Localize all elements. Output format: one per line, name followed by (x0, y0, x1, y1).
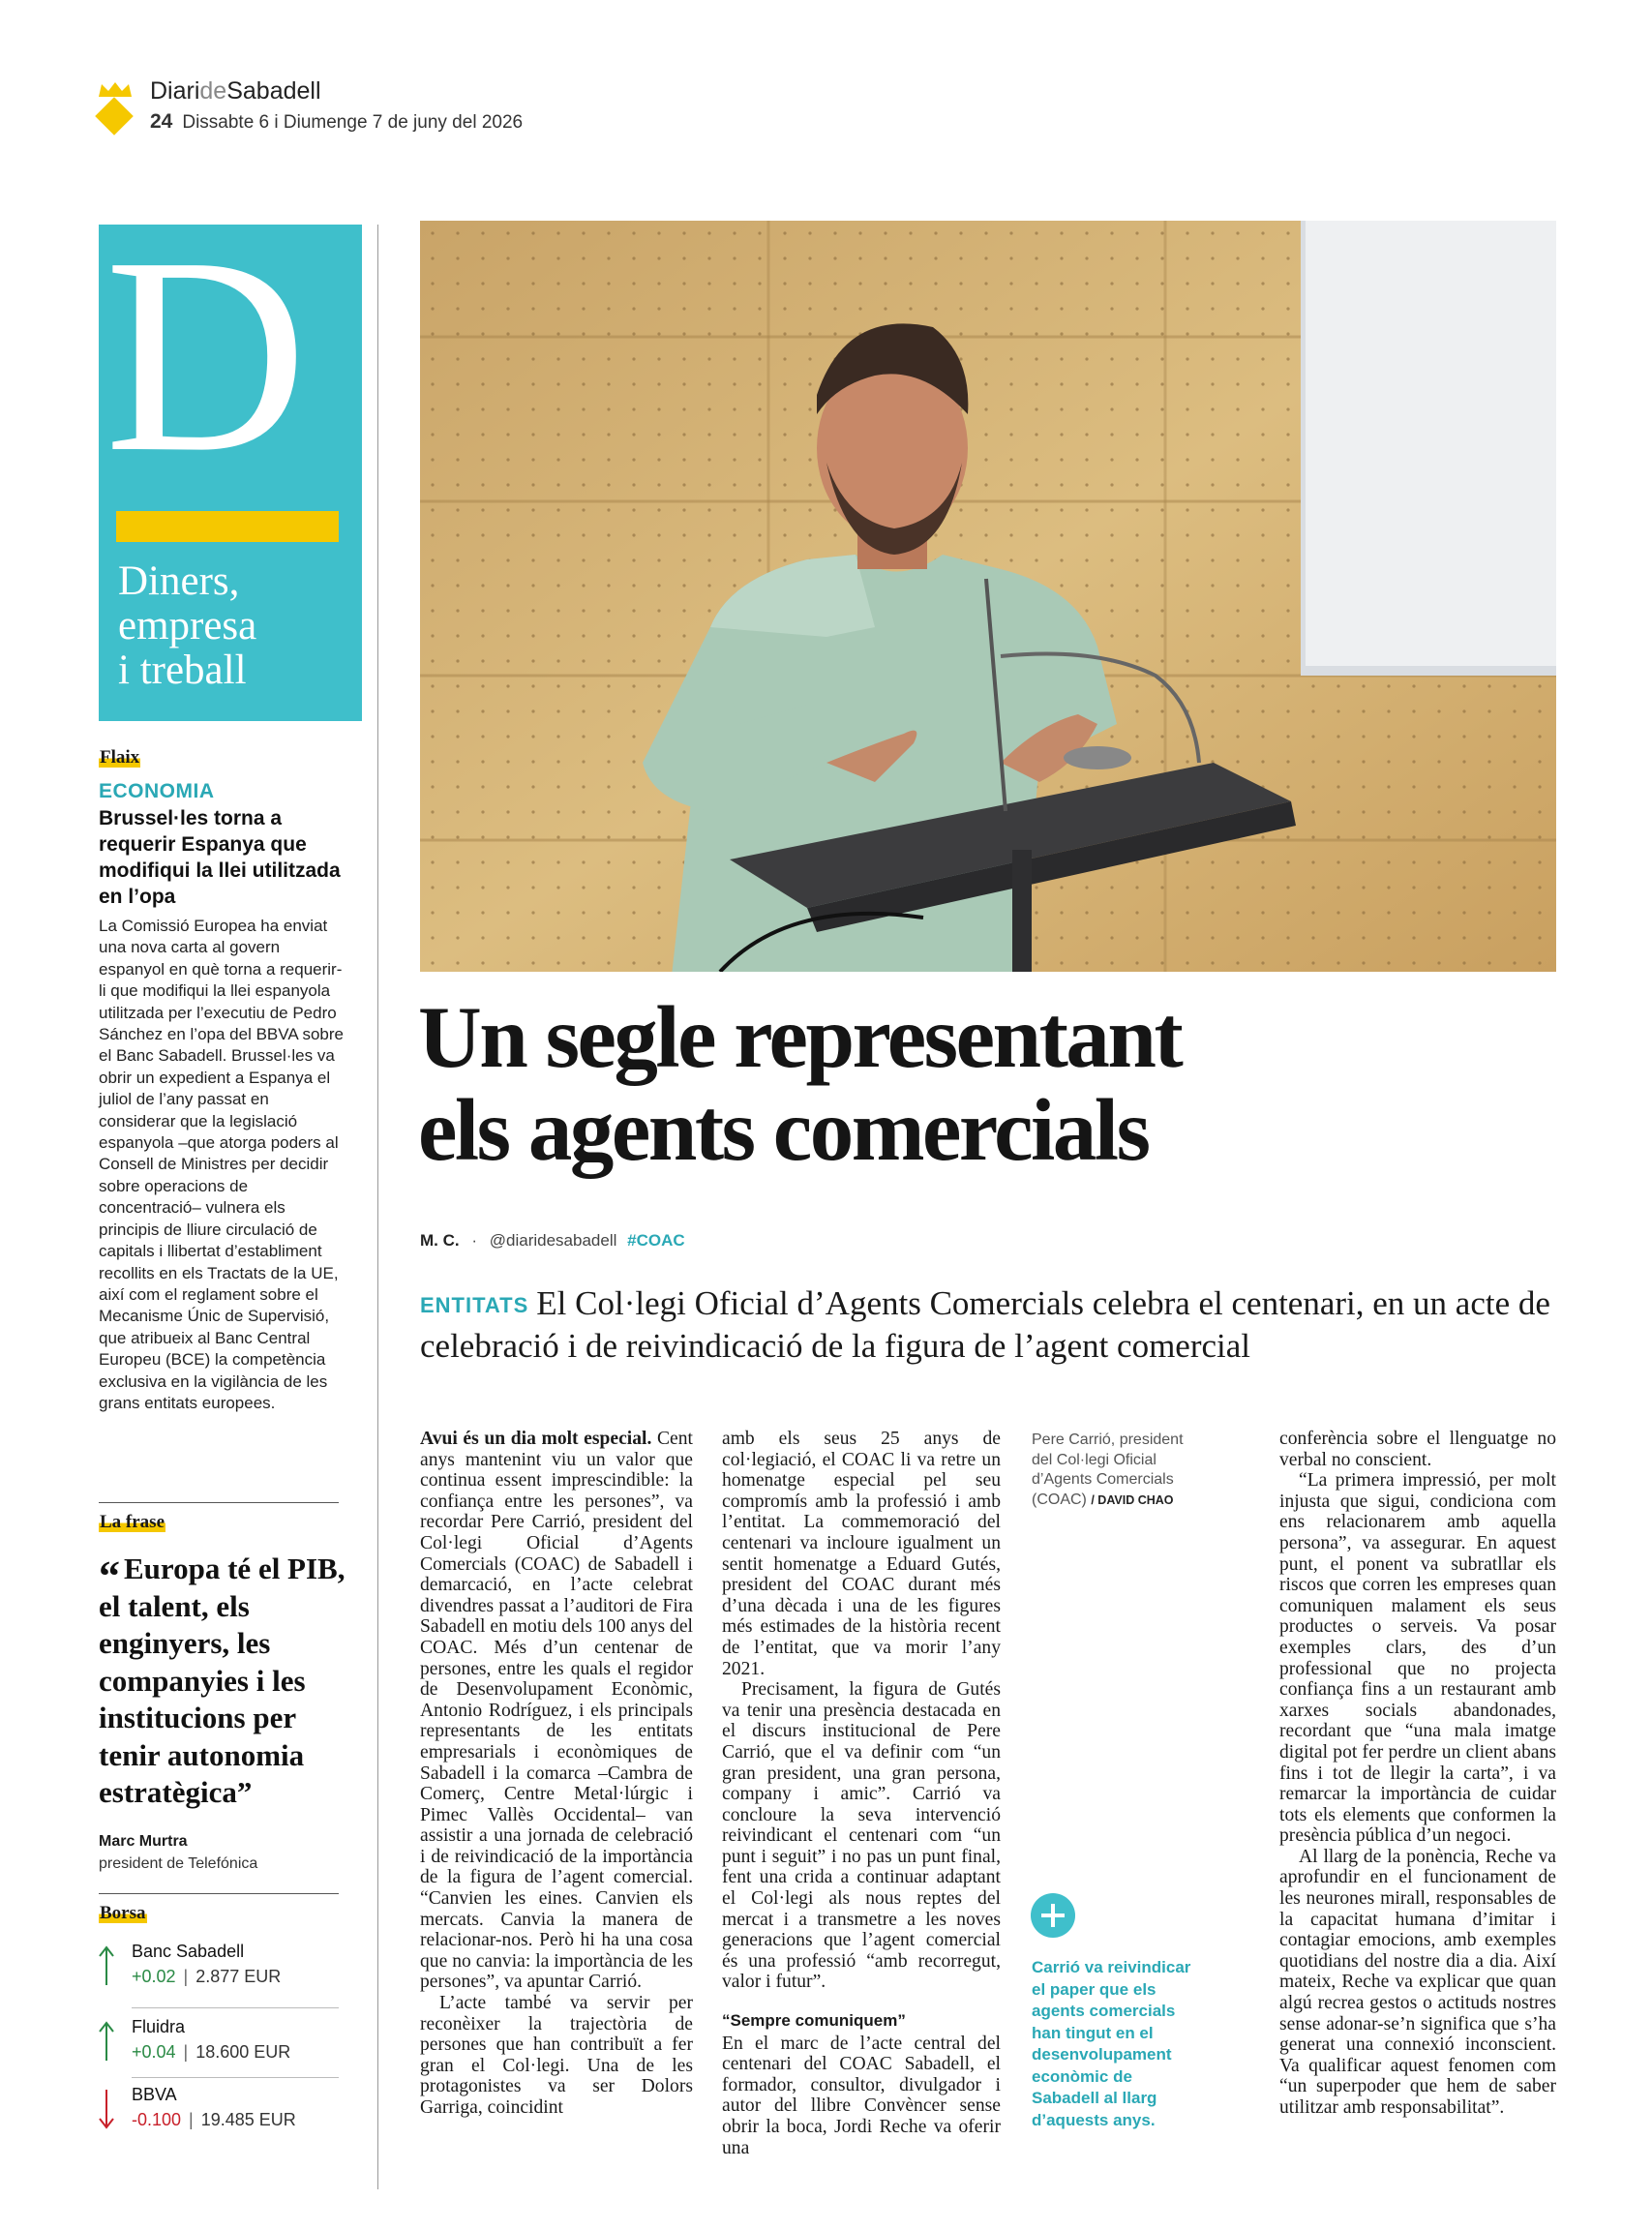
article-photo (420, 221, 1556, 972)
article-column-4: conferència sobre el llenguatge no verbal no conscient. “La primera impressió, per molt injusta que sigui, condiciona com ens relacionarem amb aquella persona”, va assegurar. En aquest punt, el ponent va subratllar els riscos que corren les empreses quan comuniquen malament els seus productes o serveis. Va posar exemples clars, des d’un professional que no projecta confiança fins a un restaurant amb xarxes socials abandonades, recordant que “una mala imatge digital pot fer perdre un client abans fins i tot de llegir la carta”, i va remarcar la importància de cuidar tots els elements que conformen la presència pública d’un negoci. Al llarg de la ponència, Reche va aprofundir en el funcionament de les neurones mirall, responsables de la capacitat humana d’imitar i contagiar emocions, amb exemples quotidians del nostre dia a dia. Així mateix, Reche va explicar que quan algú recrea gestos o actituds nostres sense adonar-se’n significa que s’ha generat una connexió inconscient. Va qualificar aquest fenomen com “un superpoder que hem de saber utilitzar amb responsabilitat”. (1279, 1429, 1556, 2118)
frase-quote: “ Europa té el PIB, el talent, els enginyers, les companyies i les institucions per tenir autonomia estratègica” (99, 1552, 345, 1809)
byline-hashtag[interactable]: #COAC (627, 1231, 685, 1250)
photo-speaker-at-lectern (420, 221, 1556, 972)
stock-price: 2.877 EUR (195, 1967, 282, 1986)
arrow-down-icon (99, 2089, 114, 2129)
article-byline: M. C. · @diaridesabadell #COAC (420, 1231, 685, 1250)
frase-label: La frase (100, 1512, 165, 1532)
divider (132, 2077, 339, 2078)
article-subhead: ENTITATS El Col·legi Oficial d’Agents Comercials celebra el centenari, en un acte de celebració i de reivindicació de la figura de l’agent comercial (420, 1284, 1550, 1365)
masthead-brand[interactable]: DiarideSabadell (150, 77, 321, 105)
stock-item-fluidra: Fluidra +0.04 | 18.600 EUR (99, 2017, 341, 2081)
article-headline: Un segle representant els agents comercials (418, 988, 1182, 1179)
plus-icon (1031, 1893, 1075, 1938)
article-column-1: Avui és un dia molt especial. Cent anys mantenint viu un valor que continua essent imprescindible: la confiança entre les persones”, va recordar Pere Carrió, president del Col·legi Oficial d’Agents Comercials (COAC) de Sabadell i demarcació, en l’acte celebrat divendres passat a l’auditori de Fira Sabadell en motiu dels 100 anys del COAC. Més d’un centenar de persones, entre les quals el regidor de Desenvolupament Econòmic, Antonio Rodríguez, i els principals representants de les entitats empresarials i econòmiques de Sabadell i la comarca –Cambra de Comerç, Centre Metal·lúrgic i Pimec Vallès Occidental– van assistir a una jornada de celebració i de reivindicació de la importància de la figura de l’agent comercial. “Canvien les eines. Canvien els mercats. Canvia la manera de relacionar-nos. Però hi ha una cosa que no canvia: la importància de les persones”, va apuntar Carrió. L’acte també va servir per reconèixer la trajectòria de persones que han contribuït a fer gran el Col·legi. Una de les protagonistes va ser Dolors Garriga, coincidint (420, 1429, 693, 2118)
pullquote: Carrió va reivindicar el paper que els agents comercials han tingut en el desenvolupament econòmic de Sabadell al llarg d’aquests anys. (1032, 1958, 1191, 2129)
flaix-tag: ECONOMIA (99, 780, 215, 802)
stock-item-bbva: BBVA -0.100 | 19.485 EUR (99, 2085, 341, 2149)
stock-price: 18.600 EUR (195, 2042, 291, 2062)
issue-date: Dissabte 6 i Diumenge 7 de juny del 2026 (182, 112, 524, 133)
column-divider (377, 225, 378, 2189)
quote-mark-icon: “ (99, 1552, 120, 1600)
subhead-kicker: ENTITATS (420, 1293, 529, 1317)
section-letter: D (105, 199, 308, 510)
article-lead: Avui és un dia molt especial. (420, 1429, 652, 1449)
flaix-body: La Comissió Europea ha enviat una nova carta al govern espanyol en què torna a requerir-li que modifiqui la llei espanyola utilitzada per l’executiu de Pedro Sánchez en l’opa del BBVA sobre el Banc Sabadell. Brussel·les va obrir un expedient a Espanya el juliol de l’any passat en considerar que la legislació espanyola –que atorga poders al Consell de Ministres per decidir sobre operacions de concentració– vulnera els principis de lliure circulació de capitals i llibertat d’establiment recollits en els Tractats de la UE, així com el reglament sobre el Mecanisme Únic de Supervisió, que atribueix al Banc Central Europeu (BCE) la competència exclusiva en la vigilància de les grans entitats europees. (99, 917, 344, 1412)
arrow-up-icon (99, 1945, 114, 1986)
borsa-label: Borsa (100, 1903, 146, 1923)
divider (99, 1893, 339, 1894)
byline-author: M. C. (420, 1231, 460, 1250)
crown-icon (97, 81, 134, 97)
stock-price: 19.485 EUR (200, 2110, 296, 2129)
section-yellow-bar (116, 511, 339, 542)
flaix-label: Flaix (100, 747, 140, 768)
byline-handle[interactable]: @diaridesabadell (489, 1231, 617, 1250)
stock-name: Banc Sabadell (132, 1942, 245, 1961)
section-title: Diners, empresa i treball (118, 558, 257, 693)
stock-name: BBVA (132, 2085, 177, 2104)
stock-change: +0.02 (132, 1967, 176, 1986)
stock-name: Fluidra (132, 2017, 186, 2036)
page-number: 24 (150, 110, 173, 133)
flaix-title[interactable]: Brussel·les torna a requerir Espanya que modifiqui la llei utilitzada en l’opa (99, 807, 341, 908)
subheading: “Sempre comuniquem” (722, 2011, 906, 2031)
stock-change: -0.100 (132, 2110, 182, 2129)
arrow-up-icon (99, 2021, 114, 2062)
divider (99, 1502, 339, 1503)
frase-author: Marc Murtra (99, 1833, 188, 1850)
stock-change: +0.04 (132, 2042, 176, 2062)
logo-diamond-icon (95, 97, 134, 136)
stock-item-banc-sabadell: Banc Sabadell +0.02 | 2.877 EUR (99, 1942, 341, 2005)
photo-caption: Pere Carrió, president del Col·legi Oficial d’Agents Comercials (COAC) / DAVID CHAO (1032, 1431, 1184, 1508)
divider (132, 2007, 339, 2008)
frase-role: president de Telefónica (99, 1855, 258, 1872)
issue-info (150, 110, 523, 134)
article-column-2: amb els seus 25 anys de col·legiació, el COAC li va retre un homenatge especial pel seu compromís amb la professió i amb l’entitat. La commemoració del centenari va incloure igualment un sentit homenatge a Eduard Gutés, president del COAC durant més d’una dècada i una de les figures més estimades de la història recent de l’entitat, que va morir l’any 2021. Precisament, la figura de Gutés va tenir una presència destacada en el discurs institucional de Pere Carrió, que el va definir com “un gran president, una gran persona, company i amic”. Carrió va concloure la seva intervenció reivindicant el centenari com “un punt i seguit” i no pas un punt final, fent una crida a continuar adaptant el Col·legi als nous reptes del mercat i a transmetre a les noves generacions que l’agent comercial és una professió “amb recorregut, valor i futur”. “Sempre comuniquem” En el marc de l’acte central del centenari del COAC Sabadell, el formador, consultor, divulgador i autor del llibre Convèncer sense obrir la boca, Jordi Reche va oferir una (722, 1429, 1001, 2158)
photo-credit: / DAVID CHAO (1091, 1492, 1174, 1507)
